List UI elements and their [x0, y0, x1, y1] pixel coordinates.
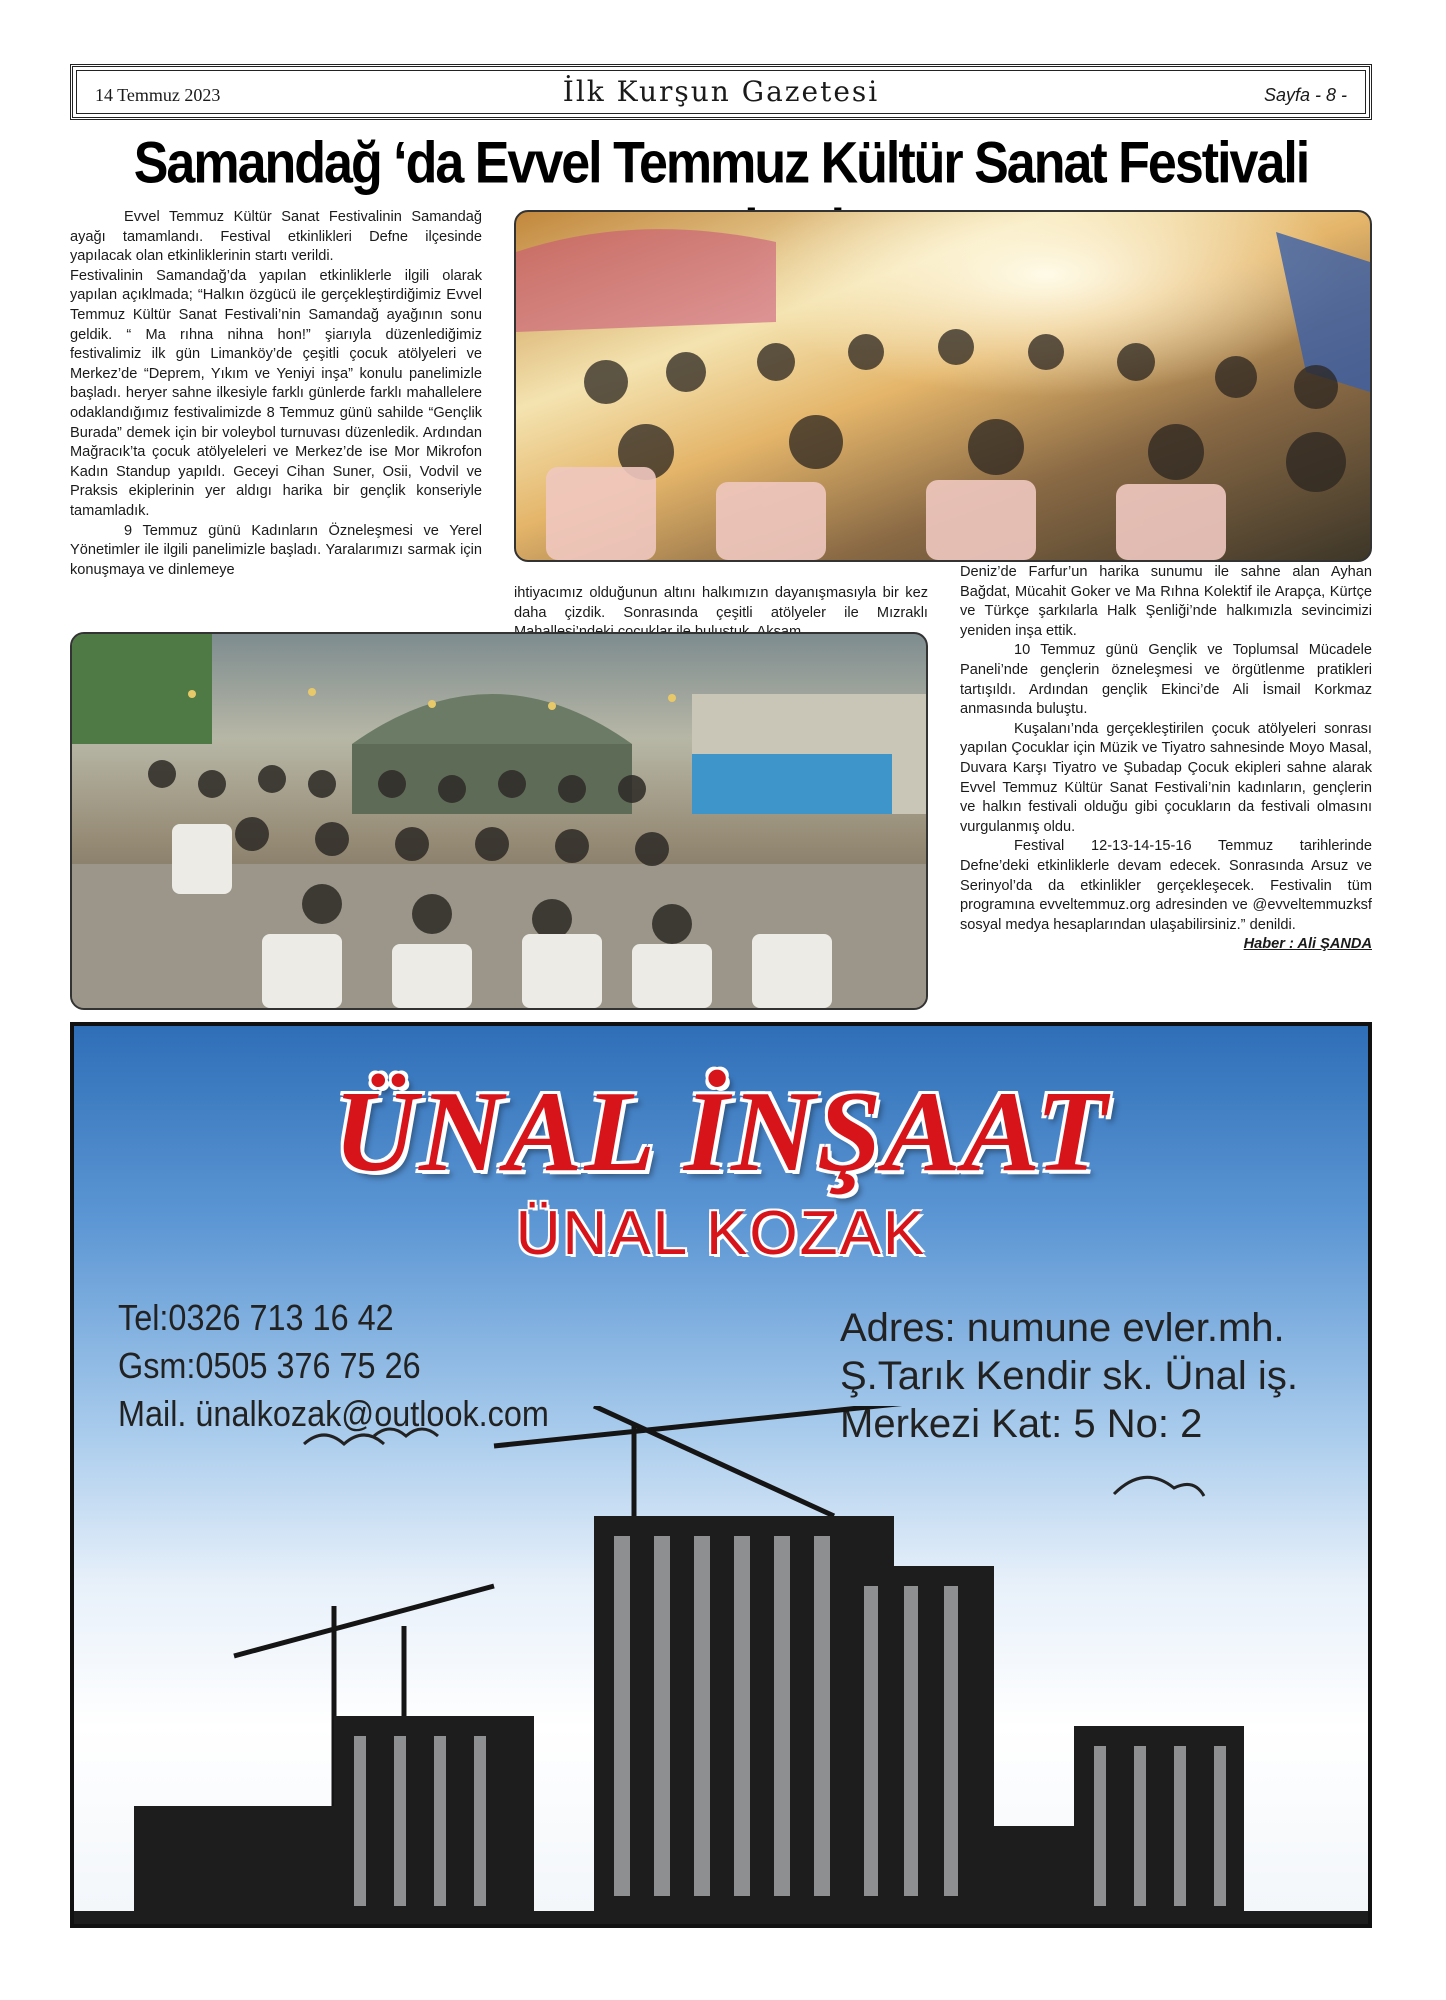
article-paragraph: 9 Temmuz günü Kadınların Özneleşmesi ve Yerel Yönetimler ile ilgili panelimizle başladı. Yaralarımızı sarmak için konuşmaya ve dinlemeye [70, 522, 482, 578]
article-paragraph: ihtiyacımız olduğunun altını halkımızın dayanışmasıyla bir kez daha çizdik. Sonrasında çeşitli atölyeler ile Mızraklı [514, 585, 928, 621]
article-column-3 [960, 563, 1372, 955]
audience-illustration [72, 634, 926, 1008]
construction-skyline-illustration [74, 1406, 1368, 1924]
article-paragraph: Festivalinin Samandağ’da yapılan etkinliklerle ilgili olarak yapılan açıklmada; “Halkın özgücü ile gerçekleştirdiğimiz Evvel Temmuz Kültür Sanat Festivali’nin Samandağ ayağının sonu geldik. “ Ma rıhna nihna hon!” şiarıyla düzenlediğimiz festivalimiz ilk gün Limanköy’de çeşitli çocuk atölyeleri ve Merkez’de “Deprem, Yıkım ve Yeniyi inşa” konulu panelimizle başladı. heryer sahne ilkesiyle farklı günlerde farklı mahallelere odaklandığımız festivalimizde 8 Temmuz günü sahilde “Gençlik Burada” demek için bir voleybol turnuvası düzenledik. Ardından Mağracık’ta çocuk atölyeleleri ve Merkez’de ise Mor Mikrofon Kadın Standup yapıldı. Geceyi Cihan Suner, Osii, Vodvil ve Praksis ekiplerinin yer aldıgı harika bir gençlik konseriyle tamamladık. [70, 267, 482, 519]
audience-photo [70, 632, 928, 1010]
page-number: Sayfa - 8 - [1263, 85, 1347, 105]
construction-advertisement [70, 1022, 1372, 1928]
newspaper-name: İlk Kurşun Gazetesi [562, 75, 880, 108]
birds-illustration [304, 1429, 1204, 1496]
article-paragraph: Deniz’de Farfur’un harika sunumu ile sahne alan Ayhan Bağdat, Mücahit Goker ve Ma Rıhna Kolektif ile Arapça, Kürtçe ve Türkçe şarkılarla Halk Şenliği’nde halkımızla sevincimizi yeniden inşa ettik. [960, 564, 1372, 639]
article-column-1 [70, 208, 482, 580]
buildings-illustration [134, 1516, 1244, 1916]
ad-address-line: Merkezi Kat: 5 No: 2 [840, 1402, 1203, 1446]
festival-crowd-illustration [516, 212, 1370, 560]
issue-date: 14 Temmuz 2023 [95, 85, 221, 105]
ad-address-line: Ş.Tarık Kendir sk. Ünal iş. [840, 1354, 1298, 1398]
article-paragraph: Festival 12-13-14-15-16 Temmuz tarihlerinde Defne’deki etkinliklerle devam edecek. Sonrasında Arsuz ve Serinyol’da da etkinlikler gerçekleşecek. Festivalin tüm programına evveltemmuz.org adresinden ve @evveltemmuzksf sosyal medya hesaplarından ulaşabilirsiniz.” denildi. [960, 838, 1372, 933]
ad-mobile: Gsm:0505 376 75 26 [118, 1345, 421, 1386]
article-headline: Samandağ ‘da Evvel Temmuz Kültür Sanat Festivali [133, 131, 1309, 197]
article-paragraph: 10 Temmuz günü Gençlik ve Toplumsal Mücadele Paneli’nde gençlerin özneleşmesi ve örgütlenme pratikleri tartışıldı. Ardından gençlik Ekinci’de Ali İsmail Korkmaz anmasında buluştu. [960, 642, 1372, 718]
festival-crowd-photo [514, 210, 1372, 562]
article-byline: Haber : Ali ŞANDA [1243, 936, 1372, 953]
ad-address-line: Adres: numune evler.mh. [840, 1306, 1285, 1350]
ad-owner-name: ÜNAL KOZAK [515, 1199, 927, 1268]
ad-email: Mail. ünalkozak@outlook.com [118, 1393, 549, 1434]
masthead [70, 64, 1372, 120]
article-paragraph: Evvel Temmuz Kültür Sanat Festivalinin Samandağ ayağı tamamlandı. Festival etkinlikleri Defne ilçesinde yapılacak olan etkinliklerinin startı verildi. [70, 209, 482, 265]
article-paragraph: Kuşalanı’nda gerçekleştirilen çocuk atölyeleri sonrası yapılan Çocuklar için Müzik ve Tiyatro sahnesinde Moyo Masal, Duvara Karşı Tiyatro ve Şubadap Çocuk ekipleri sahne alarak Evvel Temmuz Kültür Sanat Festivali’nin kadınların, gençlerin ve halkın festivali olduğu gibi çocukların da festivali olmasını vurgulanmış oldu. [960, 720, 1372, 835]
ad-company-name: ÜNAL İNŞAAT [333, 1068, 1109, 1196]
ad-phone: Tel:0326 713 16 42 [118, 1297, 394, 1338]
